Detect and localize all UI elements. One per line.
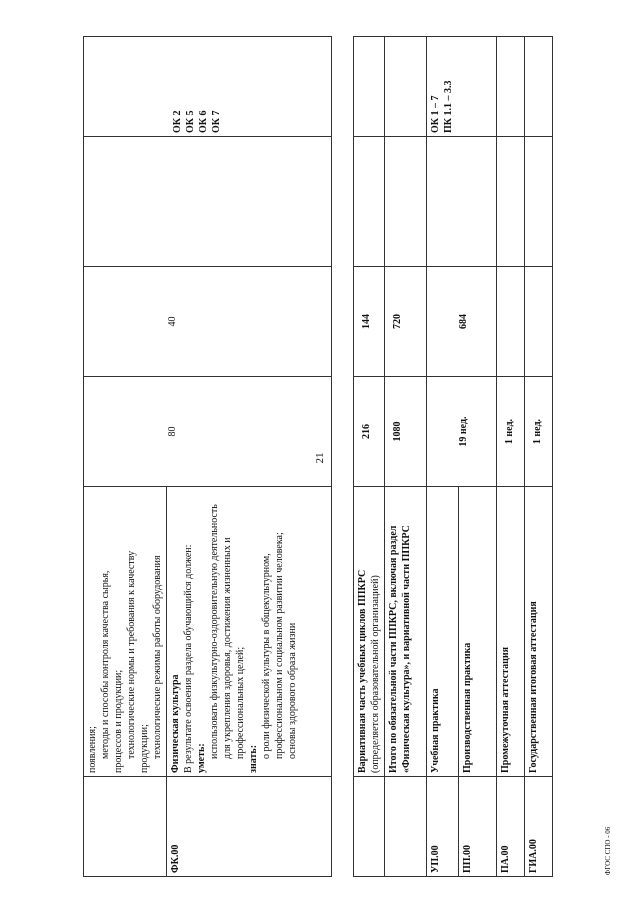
table-row-gia [525,37,553,877]
content-cell: Государственная итоговая аттестация [525,487,553,777]
competence-cell [497,37,525,137]
total-cell: 1080 [385,377,427,487]
code-cell [385,777,427,877]
text-line: технологические режимы работы оборудования [152,555,163,759]
content-cell [84,487,167,777]
total-cell: 216 [354,377,385,487]
rotated-page-content [83,37,553,877]
content-cell: Учебная практика [427,487,459,777]
table-row-var [354,37,385,877]
text-line: процессов и продукции; [113,669,124,773]
hours-cell: 144 [354,267,385,377]
text-line: знать: [248,744,259,773]
fk-hours-value: 40 [167,316,178,327]
hours-cell [497,267,525,377]
competence-code: ОК 5 [185,110,196,133]
competence-code: ОК 1 – 7 [430,95,441,133]
content-cell: Итого по обязательной части ППКРС, включая раздел «Физическая культура», и вариативной части ППКРС [385,487,427,777]
text-line: основы здорового образа жизни [287,622,298,759]
discipline-cell [497,137,525,267]
text-line: продукции; [139,724,150,773]
code-cell: ПП.00 [459,777,497,877]
discipline-cell [84,137,332,267]
competence-cell [354,37,385,137]
hours-cell [84,267,332,377]
discipline-cell [427,137,497,267]
total-cell: 1 нед. [497,377,525,487]
hours-cell: 720 [385,267,427,377]
text-line: появления; [87,726,98,773]
code-cell: УП.00 [427,777,459,877]
text-line: методы и способы контроля качества сырья, [100,570,111,759]
content-cell [354,487,385,777]
competence-cell [525,37,553,137]
code-cell: ГИА.00 [525,777,553,877]
discipline-cell [385,137,427,267]
discipline-cell [525,137,553,267]
competence-code: ОК 7 [211,110,222,133]
fk-competence-list [171,40,329,133]
text-line: о роли физической культуры в общекультурном, профессиональном и социальном развитии человека; [261,532,285,759]
code-cell: ПА.00 [497,777,525,877]
text-line: В результате освоения раздела обучающийся должен: [183,544,194,773]
text-line: технологические нормы и требования к качеству [126,550,137,759]
hours-cell: 684 [427,267,497,377]
total-cell [84,377,332,487]
code-cell [84,777,167,877]
text-line: Вариативная часть учебных циклов ППКРС [357,569,368,773]
curriculum-table [83,36,553,877]
competence-cell [385,37,427,137]
competence-code: ОК 2 [172,110,183,133]
section-title: Физическая культура [170,674,181,773]
total-cell: 1 нед. [525,377,553,487]
discipline-cell [354,137,385,267]
total-cell: 19 нед. [427,377,497,487]
competence-code: ПК 1.1 – 3.3 [443,80,454,133]
text-line: (определяется образовательной организацией) [370,575,381,773]
content-cell: Промежуточная аттестация [497,487,525,777]
page-number: 21 [314,452,326,464]
code-cell: ФК.00 [167,777,332,877]
content-cell: Производственная практика [459,487,497,777]
footer-label: ФГОС СПО - 06 [604,826,612,876]
code-cell [354,777,385,877]
text-line: уметь: [196,743,207,773]
table-row-itogo [385,37,427,877]
fk-total-value: 80 [167,426,178,437]
table-row-fk-values [332,37,354,877]
competence-cell [427,37,497,137]
competence-code: ОК 6 [198,110,209,133]
table-row-up [427,37,459,877]
table-row-pa [497,37,525,877]
content-cell [167,487,332,777]
competence-cell [84,37,332,137]
text-line: использовать физкультурно-оздоровительную деятельность для укрепления здоровья, достижения жизненных и профессиональных целей; [209,504,246,759]
hours-cell [525,267,553,377]
table-row-continuation [84,37,167,877]
